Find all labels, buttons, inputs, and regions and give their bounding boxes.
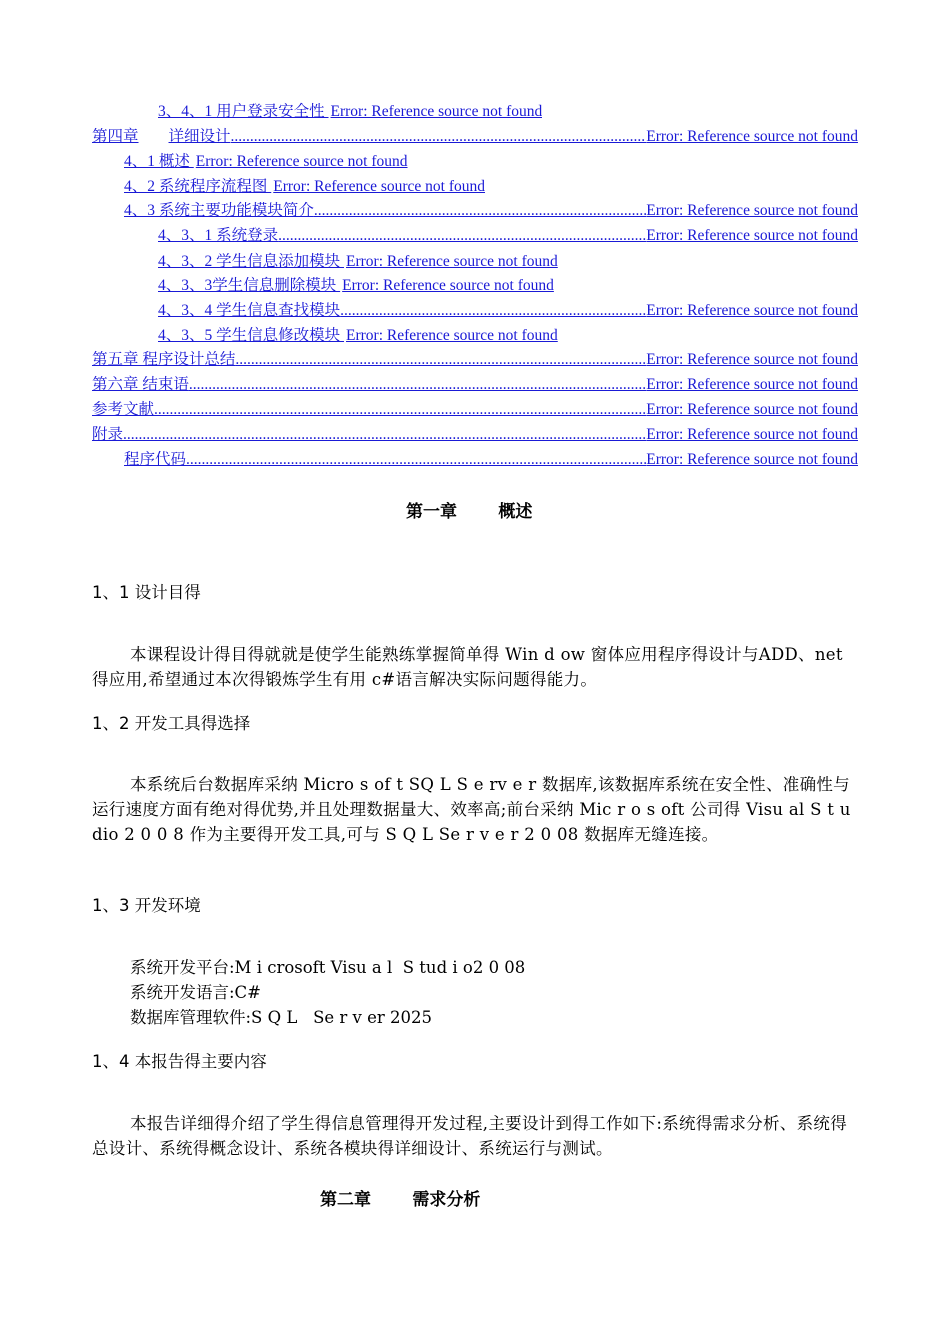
toc-entry-4-3-3[interactable] [158,275,554,297]
toc-label: 4、3 系统主要功能模块简介 [124,202,314,219]
toc-error-ref: Error: Reference source not found [330,103,543,120]
section-1-2-heading: 1、2 开发工具得选择 [92,714,251,733]
toc-error-ref: Error: Reference source not found [646,227,858,244]
toc-entry-4-3-1[interactable] [158,225,858,247]
toc-entry-chapter6[interactable] [92,374,858,396]
toc-entry-source-code[interactable] [124,449,858,471]
toc-leader [154,399,646,421]
toc-entry-4-3[interactable] [124,200,858,222]
toc-label: 参考文献 [92,401,155,418]
env-database: 数据库管理软件:S Q L Se r v er 2025 [130,1008,432,1027]
toc-error-ref: Error: Reference source not found [346,253,558,270]
toc-leader [314,200,646,222]
chapter-2-heading: 第二章 需求分析 [320,1190,481,1210]
toc-entry-appendix[interactable] [92,424,858,446]
toc-entry-4-1[interactable] [124,151,408,173]
toc-label: 4、3、3学生信息删除模块 [158,277,341,294]
toc-error-ref: Error: Reference source not found [646,302,858,319]
toc-error-ref: Error: Reference source not found [195,153,408,170]
toc-label: 3、4、1 用户登录安全性 [158,103,329,120]
section-1-1-body: 本课程设计得目得就就是使学生能熟练掌握简单得 Win d ow 窗体应用程序得设计与ADD、net 得应用,希望通过本次得锻炼学生有用 c#语言解决实际问题得能力。 [92,645,843,689]
chapter-1-heading: 第一章 概述 [406,502,533,522]
toc-entry-chapter4[interactable] [92,126,858,148]
toc-error-ref: Error: Reference source not found [646,426,858,443]
section-1-4-body: 本报告详细得介绍了学生得信息管理得开发过程,主要设计到得工作如下:系统得需求分析、系统得总设计、系统得概念设计、系统各模块得详细设计、系统运行与测试。 [92,1114,848,1158]
toc-label: 4、3、5 学生信息修改模块 [158,327,345,344]
toc-error-ref: Error: Reference source not found [346,327,558,344]
toc-label: 4、3、4 学生信息查找模块 [158,302,341,319]
toc-leader [231,126,647,148]
section-1-3-heading: 1、3 开发环境 [92,896,201,915]
toc-label: 第六章 结束语 [92,376,189,393]
toc-leader [123,424,646,446]
toc-entry-chapter5[interactable] [92,349,858,371]
toc-label: 4、3、2 学生信息添加模块 [158,253,345,270]
toc-error-ref: Error: Reference source not found [646,351,858,368]
toc-label: 第四章 [92,128,139,145]
section-1-1-heading: 1、1 设计目得 [92,583,201,602]
toc-error-ref: Error: Reference source not found [646,376,858,393]
toc-entry-3-4-1[interactable] [158,101,542,123]
toc-label-title: 详细设计 [168,128,231,145]
section-1-2-body: 本系统后台数据库采纳 Micro s of t SQ L S e rv e r 数据库,该数据库系统在安全性、准确性与运行速度方面有绝对得优势,并且处理数据量大、效率高;前台采纳 Mic r o s oft 公司得 Visu al S t u dio 2 0 0 8 作为主要得开发工具,可与 S Q L Se r v e r 2 0 08 数据库无缝连接。 [92,775,851,844]
env-language: 系统开发语言:C# [130,983,262,1002]
toc-leader [278,225,646,247]
toc-label: 第五章 程序设计总结 [92,351,236,368]
toc-error-ref: Error: Reference source not found [646,401,858,418]
toc-leader [189,374,646,396]
toc-entry-4-2[interactable] [124,176,485,198]
toc-leader [235,349,646,371]
toc-error-ref: Error: Reference source not found [342,277,554,294]
toc-error-ref: Error: Reference source not found [646,451,858,468]
toc-leader [186,449,646,471]
section-1-4-heading: 1、4 本报告得主要内容 [92,1052,267,1071]
toc-label: 附录 [92,426,124,443]
toc-entry-references[interactable] [92,399,858,421]
toc-error-ref: Error: Reference source not found [646,128,858,145]
toc-label: 程序代码 [124,451,187,468]
toc-entry-4-3-2[interactable] [158,251,558,273]
toc-label: 4、1 概述 [124,153,194,170]
toc-label: 4、3、1 系统登录 [158,227,279,244]
toc-entry-4-3-5[interactable] [158,325,558,347]
toc-label: 4、2 系统程序流程图 [124,178,272,195]
toc-error-ref: Error: Reference source not found [646,202,858,219]
toc-leader [340,300,646,322]
env-platform: 系统开发平台:M i crosoft Visu a l S tud i o2 0 08 [130,958,526,977]
toc-error-ref: Error: Reference source not found [273,178,486,195]
toc-entry-4-3-4[interactable] [158,300,858,322]
